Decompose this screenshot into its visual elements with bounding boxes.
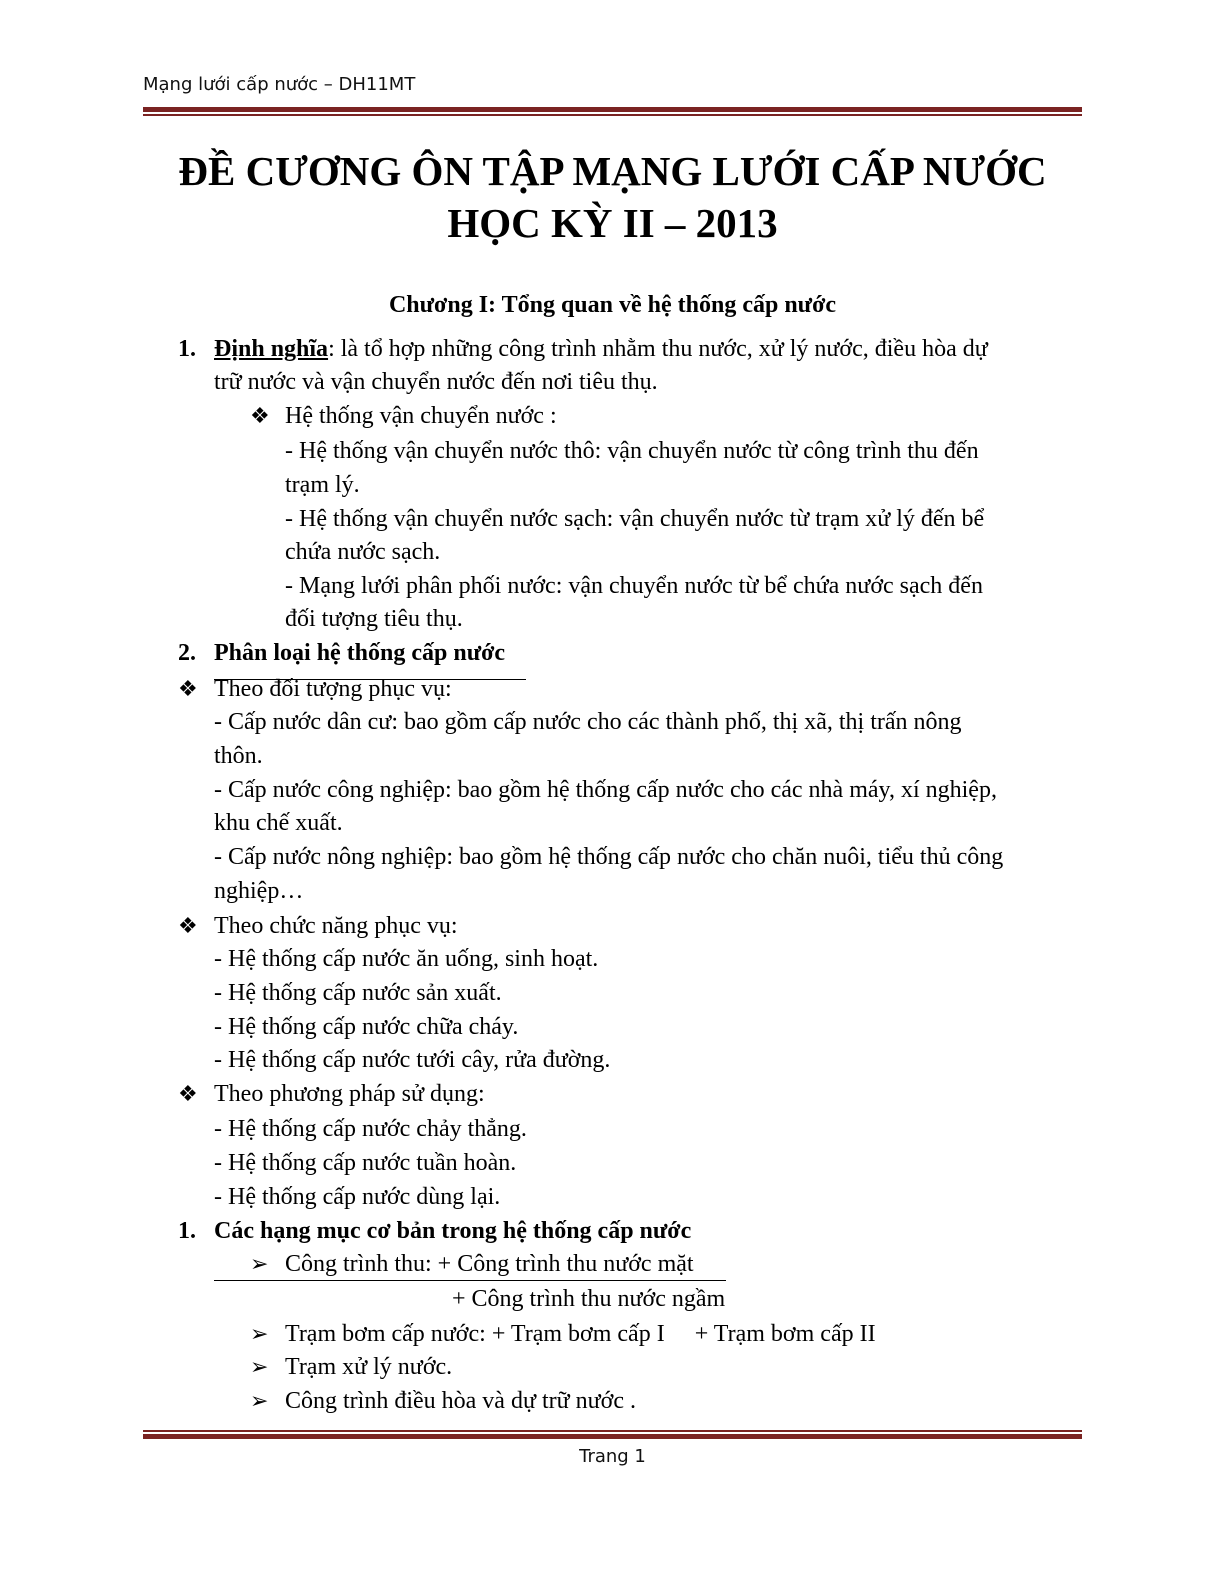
section-number: 2. bbox=[178, 640, 196, 666]
group-title: Theo đối tượng phục vụ: bbox=[214, 676, 452, 702]
list-item: Công trình điều hòa và dự trữ nước . bbox=[285, 1388, 636, 1414]
list-item-continuation: + Công trình thu nước ngầm bbox=[452, 1286, 726, 1312]
text-line: trạm lý. bbox=[285, 472, 360, 498]
text-line: - Mạng lưới phân phối nước: vận chuyển nước từ bể chứa nước sạch đến bbox=[285, 573, 983, 599]
page-header: Mạng lưới cấp nước – DH11MT bbox=[143, 74, 416, 95]
arrow-bullet-icon: ➢ bbox=[250, 1251, 269, 1276]
text-line: khu chế xuất. bbox=[214, 810, 343, 836]
text-line: - Hệ thống cấp nước tuần hoàn. bbox=[214, 1150, 517, 1176]
footer-rule bbox=[143, 1430, 1082, 1439]
text-line: - Cấp nước dân cư: bao gồm cấp nước cho các thành phố, thị xã, thị trấn nông bbox=[214, 709, 962, 735]
definition-line bbox=[214, 333, 988, 365]
arrow-bullet-icon: ➢ bbox=[250, 1388, 269, 1413]
diamond-bullet-icon: ❖ bbox=[178, 913, 198, 938]
definition-term: Định nghĩa bbox=[214, 336, 329, 362]
text-line: thôn. bbox=[214, 743, 263, 769]
chapter-heading: Chương I: Tổng quan về hệ thống cấp nước bbox=[388, 292, 837, 318]
text-line: - Cấp nước công nghiệp: bao gồm hệ thống cấp nước cho các nhà máy, xí nghiệp, bbox=[214, 777, 997, 803]
text-line: - Hệ thống cấp nước sản xuất. bbox=[214, 980, 502, 1006]
subsection-title: Hệ thống vận chuyển nước : bbox=[285, 403, 557, 429]
text-line: - Hệ thống vận chuyển nước thô: vận chuyển nước từ công trình thu đến bbox=[285, 438, 979, 464]
diamond-bullet-icon: ❖ bbox=[178, 676, 198, 701]
text-line: - Hệ thống vận chuyển nước sạch: vận chuyển nước từ trạm xử lý đến bể bbox=[285, 506, 985, 532]
arrow-bullet-icon: ➢ bbox=[250, 1354, 269, 1379]
arrow-bullet-icon: ➢ bbox=[250, 1321, 269, 1346]
list-item: Trạm bơm cấp nước: + Trạm bơm cấp I + Trạm bơm cấp II bbox=[285, 1321, 876, 1347]
group-title: Theo chức năng phục vụ: bbox=[214, 913, 458, 939]
section-heading: Các hạng mục cơ bản trong hệ thống cấp nước bbox=[214, 1218, 692, 1244]
definition-line-2: trữ nước và vận chuyển nước đến nơi tiêu thụ. bbox=[214, 369, 658, 395]
divider-line bbox=[214, 1280, 726, 1281]
group-title: Theo phương pháp sử dụng: bbox=[214, 1081, 485, 1107]
section-heading: Phân loại hệ thống cấp nước bbox=[214, 640, 506, 666]
text-line: - Hệ thống cấp nước dùng lại. bbox=[214, 1184, 501, 1210]
text-line: - Hệ thống cấp nước tưới cây, rửa đường. bbox=[214, 1047, 611, 1073]
list-item: Trạm xử lý nước. bbox=[285, 1354, 453, 1380]
title-line-2: HỌC KỲ II – 2013 bbox=[447, 200, 778, 246]
definition-text: : là tổ hợp những công trình nhằm thu nước, xử lý nước, điều hòa dự bbox=[328, 336, 988, 362]
diamond-bullet-icon: ❖ bbox=[178, 1081, 198, 1106]
page-footer: Trang 1 bbox=[579, 1446, 646, 1467]
title-line-1: ĐỀ CƯƠNG ÔN TẬP MẠNG LƯỚI CẤP NƯỚC bbox=[178, 148, 1047, 194]
text-line: - Hệ thống cấp nước ăn uống, sinh hoạt. bbox=[214, 946, 599, 972]
list-item: Công trình thu: + Công trình thu nước mặt bbox=[285, 1251, 694, 1277]
text-line: - Hệ thống cấp nước chảy thẳng. bbox=[214, 1116, 527, 1142]
header-rule bbox=[143, 107, 1082, 116]
text-line: - Cấp nước nông nghiệp: bao gồm hệ thống cấp nước cho chăn nuôi, tiểu thủ công bbox=[214, 844, 1004, 870]
text-line: chứa nước sạch. bbox=[285, 539, 441, 565]
text-line: đối tượng tiêu thụ. bbox=[285, 606, 463, 632]
section-number: 1. bbox=[178, 1218, 196, 1244]
text-line: - Hệ thống cấp nước chữa cháy. bbox=[214, 1014, 519, 1040]
section-number: 1. bbox=[178, 336, 196, 362]
diamond-bullet-icon: ❖ bbox=[250, 403, 270, 428]
document-title bbox=[143, 145, 1082, 249]
text-line: nghiệp… bbox=[214, 878, 304, 904]
